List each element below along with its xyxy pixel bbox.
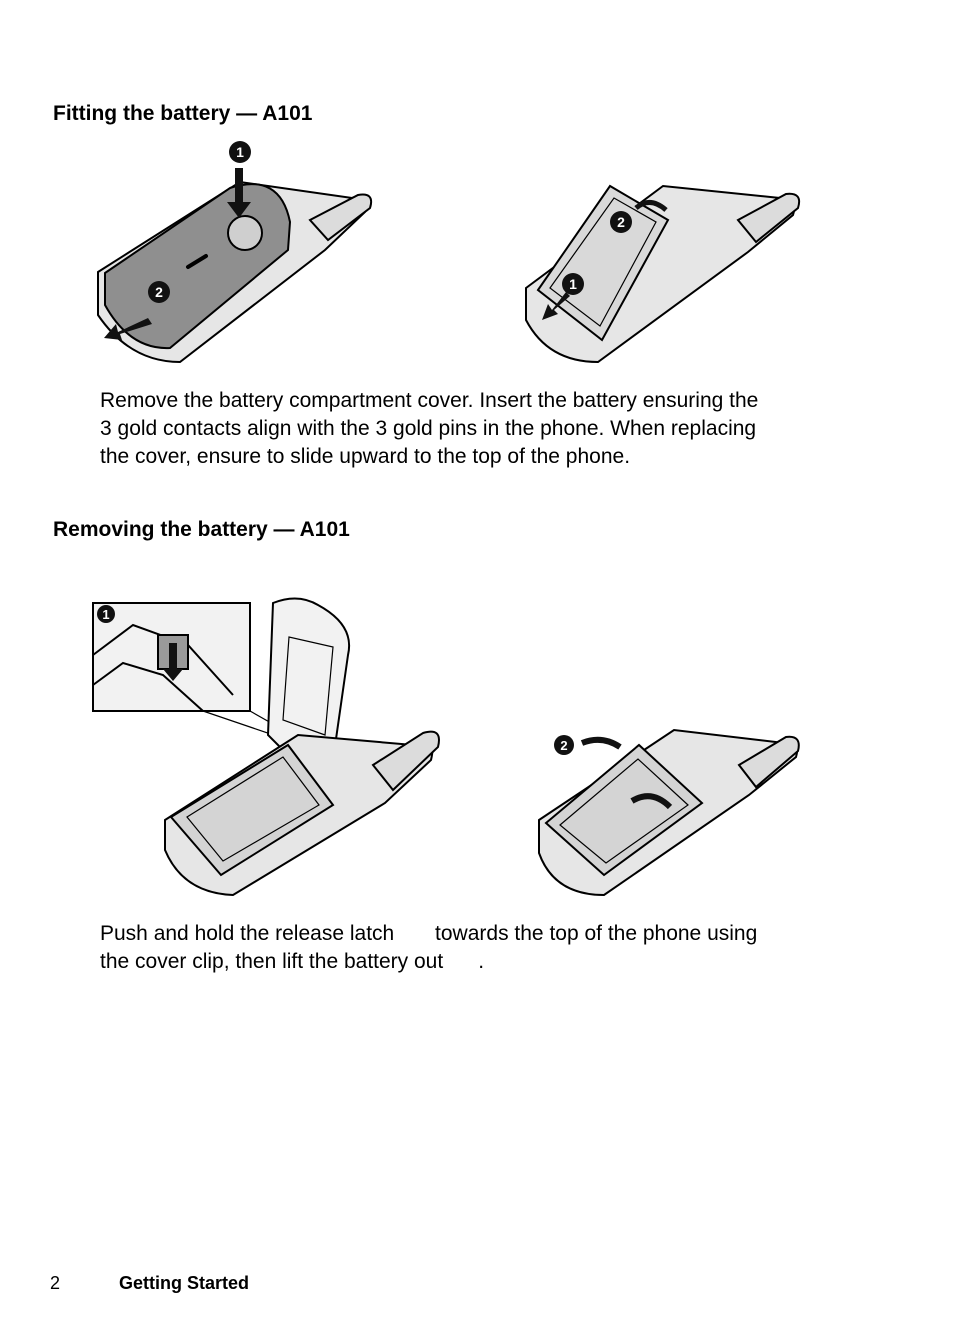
- step-marker-2: [610, 211, 632, 233]
- fit-line-2: 3 gold contacts align with the 3 gold pins in the phone. When replacing: [100, 417, 757, 440]
- heading-fitting-battery: Fitting the battery — A101: [53, 102, 313, 125]
- svg-text:1: 1: [236, 144, 244, 160]
- step-marker-2: [148, 281, 170, 303]
- illustration-battery-insert: [518, 180, 808, 370]
- remove-line-1: Push and hold the release latch towards the top of the phone using: [100, 922, 758, 945]
- step-marker-1: [562, 273, 584, 295]
- svg-text:2: 2: [560, 738, 568, 753]
- fit-line-3: the cover, ensure to slide upward to the top of the phone.: [100, 445, 631, 468]
- fit-instructions: [100, 387, 758, 471]
- svg-text:2: 2: [617, 214, 625, 230]
- illustration-release-latch: [93, 595, 453, 900]
- illustration-cover-removal: [90, 140, 380, 370]
- heading-removing-battery: Removing the battery — A101: [53, 518, 350, 541]
- remove-line-2: the cover clip, then lift the battery out .: [100, 950, 485, 973]
- svg-text:2: 2: [155, 284, 163, 300]
- arrow-out: [582, 740, 620, 747]
- step-marker-1: [229, 141, 251, 163]
- remove-instructions: [100, 920, 757, 976]
- illustration-lift-battery: [534, 725, 804, 900]
- page-number: 2: [50, 1273, 61, 1293]
- svg-text:1: 1: [102, 607, 110, 622]
- step-marker-2: [554, 735, 574, 755]
- cover-latch: [228, 216, 262, 250]
- footer-section-title: Getting Started: [119, 1273, 250, 1293]
- fit-line-1: Remove the battery compartment cover. Insert the battery ensuring the: [100, 389, 759, 412]
- svg-text:1: 1: [569, 276, 577, 292]
